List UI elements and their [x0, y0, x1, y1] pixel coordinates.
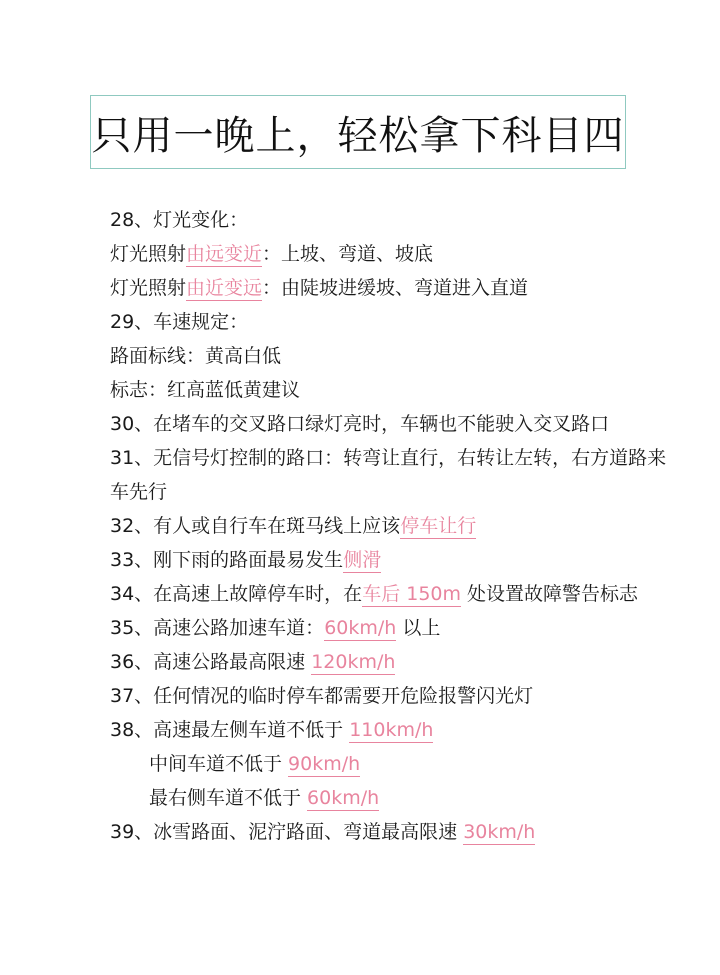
line-text: 31、无信号灯控制的路口：转弯让直行，右转让左转，右方道路来车先行	[110, 447, 667, 503]
line-text: 灯光照射	[110, 243, 187, 265]
highlight-text: 30km/h	[463, 821, 536, 843]
line-text: 最右侧车道不低于	[149, 787, 308, 809]
line-33	[110, 543, 670, 577]
highlight-text: 停车让行	[400, 515, 477, 537]
line-text: ：由陡坡进缓坡、弯道进入直道	[262, 277, 529, 299]
line-31	[110, 441, 670, 509]
title-box	[90, 95, 626, 169]
line-text: 中间车道不低于	[149, 753, 289, 775]
highlight-text: 120km/h	[311, 651, 396, 673]
line-text: 35、高速公路加速车道：	[110, 617, 325, 639]
line-28a	[110, 237, 670, 271]
line-text: 32、有人或自行车在斑马线上应该	[110, 515, 401, 537]
line-text: 38、高速最左侧车道不低于	[110, 719, 350, 741]
line-text: 37、任何情况的临时停车都需要开危险报警闪光灯	[110, 685, 534, 707]
line-text: 29、车速规定：	[110, 311, 249, 333]
page-title: 只用一晚上，轻松拿下科目四	[91, 112, 625, 159]
highlight-text: 车后 150m	[362, 583, 462, 605]
line-36	[110, 645, 670, 679]
highlight-text: 90km/h	[288, 753, 361, 775]
line-text: 28、灯光变化：	[110, 209, 249, 231]
line-text: 标志：红高蓝低黄建议	[110, 379, 301, 401]
line-text: 灯光照射	[110, 277, 187, 299]
line-text: 34、在高速上故障停车时，在	[110, 583, 363, 605]
highlight-text: 60km/h	[307, 787, 380, 809]
content-lines	[110, 203, 670, 849]
line-text: 36、高速公路最高限速	[110, 651, 312, 673]
line-29b	[110, 373, 670, 407]
line-text: 处设置故障警告标志	[461, 583, 639, 605]
line-28b	[110, 271, 670, 305]
line-29	[110, 305, 670, 339]
line-32	[110, 509, 670, 543]
line-text: 以上	[396, 617, 441, 639]
line-text: 39、冰雪路面、泥泞路面、弯道最高限速	[110, 821, 464, 843]
highlight-text: 侧滑	[343, 549, 382, 571]
line-35	[110, 611, 670, 645]
line-38b	[110, 781, 670, 815]
line-34	[110, 577, 670, 611]
line-38	[110, 713, 670, 747]
highlight-text: 110km/h	[349, 719, 434, 741]
highlight-text: 由远变近	[186, 243, 263, 265]
line-28	[110, 203, 670, 237]
line-text: 路面标线：黄高白低	[110, 345, 282, 367]
line-text: ：上坡、弯道、坡底	[262, 243, 434, 265]
line-text: 30、在堵车的交叉路口绿灯亮时，车辆也不能驶入交叉路口	[110, 413, 610, 435]
line-text: 33、刚下雨的路面最易发生	[110, 549, 344, 571]
line-29a	[110, 339, 670, 373]
line-37	[110, 679, 670, 713]
highlight-text: 由近变远	[186, 277, 263, 299]
line-39	[110, 815, 670, 849]
line-38a	[110, 747, 670, 781]
highlight-text: 60km/h	[324, 617, 397, 639]
line-30	[110, 407, 670, 441]
